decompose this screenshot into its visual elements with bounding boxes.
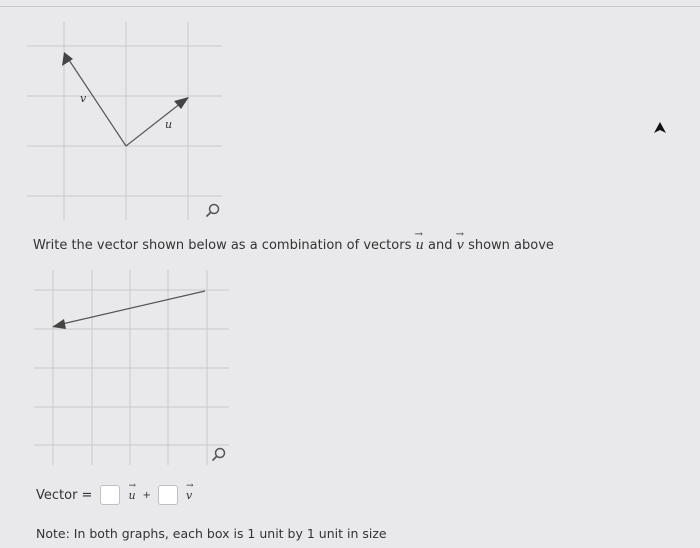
magnifier-icon[interactable] [205,203,221,219]
vector-v [69,60,126,146]
vector-v-symbol: → v [185,480,194,502]
cursor-icon [653,121,667,135]
v-label: v [80,92,87,105]
magnifier-icon[interactable] [211,447,227,463]
coefficient-v-input[interactable] [158,485,178,505]
note-text: Note: In both graphs, each box is 1 unit by 1 unit in size [36,526,387,541]
answer-row [36,480,196,506]
plus-sign: + [142,489,151,501]
prompt-text-after: shown above [463,238,554,253]
vector-u [126,103,181,146]
prompt-text-before: Write the vector shown below as a combination of vectors [33,238,416,253]
graph1-grid [27,22,222,220]
graph2-grid [34,270,229,465]
u-label: u [165,118,173,131]
vector-u-symbol: → u [414,229,424,253]
question-prompt [33,229,554,253]
prompt-text-and: and [423,238,457,253]
vector-w-arrowhead [52,319,66,329]
vector-label: Vector = [36,487,93,503]
coefficient-u-input[interactable] [100,485,120,505]
vector-v-symbol: → v [455,229,464,253]
vector-w [62,291,205,324]
vector-u-symbol: → u [128,480,136,502]
